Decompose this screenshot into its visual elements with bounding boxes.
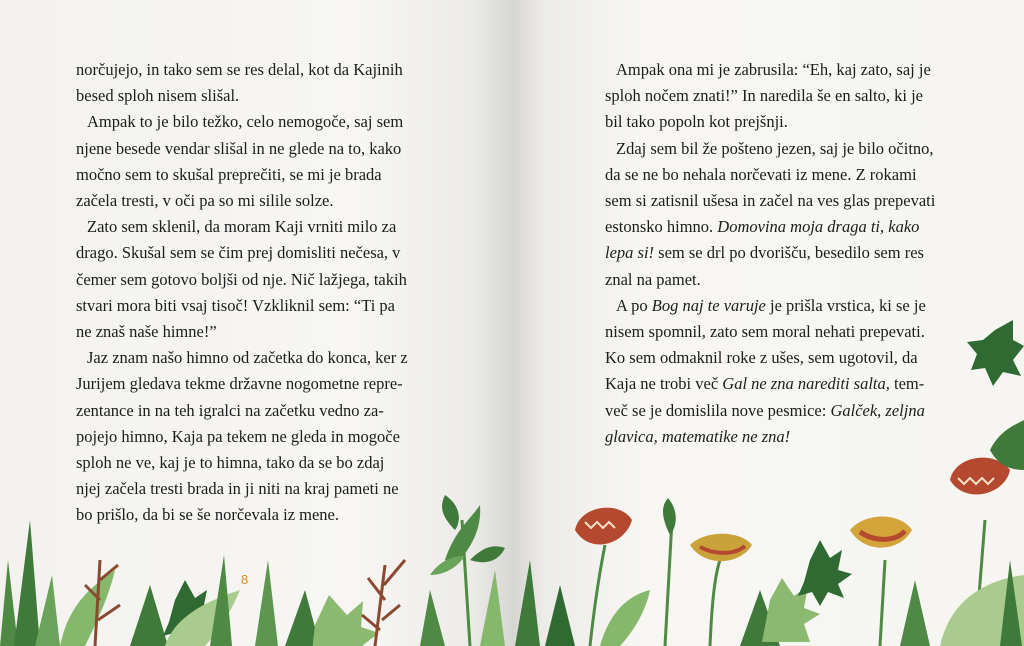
page-number: 8 bbox=[241, 572, 249, 587]
text-line: sem si zatisnil ušesa in začel na ves glas prepevati bbox=[605, 191, 936, 211]
leaf bbox=[130, 585, 168, 646]
leaf bbox=[663, 498, 676, 535]
leaf bbox=[60, 570, 115, 646]
grass-blade bbox=[14, 520, 40, 646]
text-line: njene besede vendar slišal in ne glede na to, kako bbox=[76, 138, 402, 158]
leaf bbox=[545, 585, 575, 646]
grass-blade bbox=[480, 570, 505, 646]
text-line: Ampak ona mi je zabrusila: “Eh, kaj zato, saj je bbox=[616, 60, 931, 79]
left-plants bbox=[0, 495, 505, 646]
text-run: estonsko himno. bbox=[605, 217, 718, 237]
text-line: drago. Skušal sem se čim prej domisliti nečesa, v bbox=[76, 243, 401, 263]
italic-run: lepa si! bbox=[605, 243, 655, 263]
text-line: njej začela tresti brada in ji niti na kraj pameti ne bbox=[76, 479, 399, 499]
leaf bbox=[420, 590, 445, 646]
text-line: bo prišlo, da bi se še norčevala iz mene. bbox=[76, 505, 339, 525]
text-line: norčujejo, in tako sem se res delal, kot da Kajinih bbox=[76, 60, 403, 79]
carnivorous-flower-red bbox=[575, 508, 632, 545]
text-line: da se ne bo nehala norčevati iz mene. Z rokami bbox=[605, 164, 917, 184]
text-line: ne znaš naše himne!” bbox=[76, 322, 217, 342]
leaf bbox=[967, 320, 1024, 386]
text-run: tem- bbox=[889, 374, 925, 394]
text-line: Zdaj sem bil že pošteno jezen, saj je bilo očitno, bbox=[616, 138, 934, 158]
italic-run: Galček, zeljna bbox=[830, 400, 925, 420]
leaf bbox=[900, 580, 930, 646]
text-line: Ko sem odmaknil roke z ušes, sem ugotovil, da bbox=[605, 348, 918, 368]
grass-blade bbox=[255, 560, 278, 646]
text-run: Kaja ne trobi več bbox=[605, 374, 723, 394]
italic-run: Gal ne zna narediti salta, bbox=[722, 374, 890, 394]
text-line: pojejo himno, Kaja pa tekem ne gleda in mogoče bbox=[76, 426, 400, 446]
grass-blade bbox=[0, 560, 18, 646]
text-line: Jurijem gledava tekme državne nogometne repre- bbox=[76, 374, 403, 394]
text-line: nisem spomnil, zato sem moral nehati prepevati. bbox=[605, 322, 925, 342]
italic-run: glavica, matematike ne zna! bbox=[605, 426, 791, 446]
text-line: Jaz znam našo himno od začetka do konca, ker z bbox=[87, 348, 408, 368]
italic-run: Domovina moja draga ti, kako bbox=[717, 217, 920, 237]
stem bbox=[590, 545, 605, 646]
stem bbox=[880, 560, 885, 646]
text-line: začela tresti, v oči pa so mi silile solze. bbox=[76, 191, 334, 211]
leaf bbox=[600, 590, 650, 646]
grass-blade bbox=[515, 560, 540, 646]
stem bbox=[710, 560, 720, 646]
text-run: A po bbox=[616, 295, 652, 315]
leaf bbox=[470, 546, 505, 562]
text-line: bil tako popoln kot prejšnji. bbox=[605, 112, 788, 132]
text-line: sploh ne ve, kaj je to himna, tako da se bo zdaj bbox=[76, 453, 385, 473]
text-run: je prišla vrstica, ki se je bbox=[765, 295, 926, 315]
leaf bbox=[442, 495, 459, 530]
text-line: močno sem to skušal preprečiti, se mi je brada bbox=[76, 164, 382, 184]
grass-blade bbox=[35, 575, 60, 646]
text-line: čemer sem gotovo boljši od nje. Nič lažjega, takih bbox=[76, 269, 407, 289]
text-line: besed sploh nisem slišal. bbox=[76, 86, 240, 106]
text-line: Ampak to je bilo težko, celo nemogoče, saj sem bbox=[87, 112, 404, 132]
stem bbox=[665, 520, 672, 646]
italic-run: Bog naj te varuje bbox=[651, 295, 766, 315]
text-line: stvari mora biti vsaj tisoč! Vzkliknil sem: “Ti pa bbox=[76, 295, 395, 315]
text-line: znal na pamet. bbox=[605, 269, 701, 289]
text-run: sem se drl po dvorišču, besedilo sem res bbox=[654, 243, 924, 263]
right-plants bbox=[515, 320, 1024, 646]
text-run: več se je domislila nove pesmice: bbox=[605, 400, 831, 420]
text-line: Zato sem sklenil, da moram Kaji vrniti milo za bbox=[87, 217, 397, 237]
text-line: zentance in na teh igralci na začetku vedno za- bbox=[76, 400, 384, 420]
text-line: sploh nočem znati!” In naredila še en salto, ki je bbox=[605, 86, 923, 106]
